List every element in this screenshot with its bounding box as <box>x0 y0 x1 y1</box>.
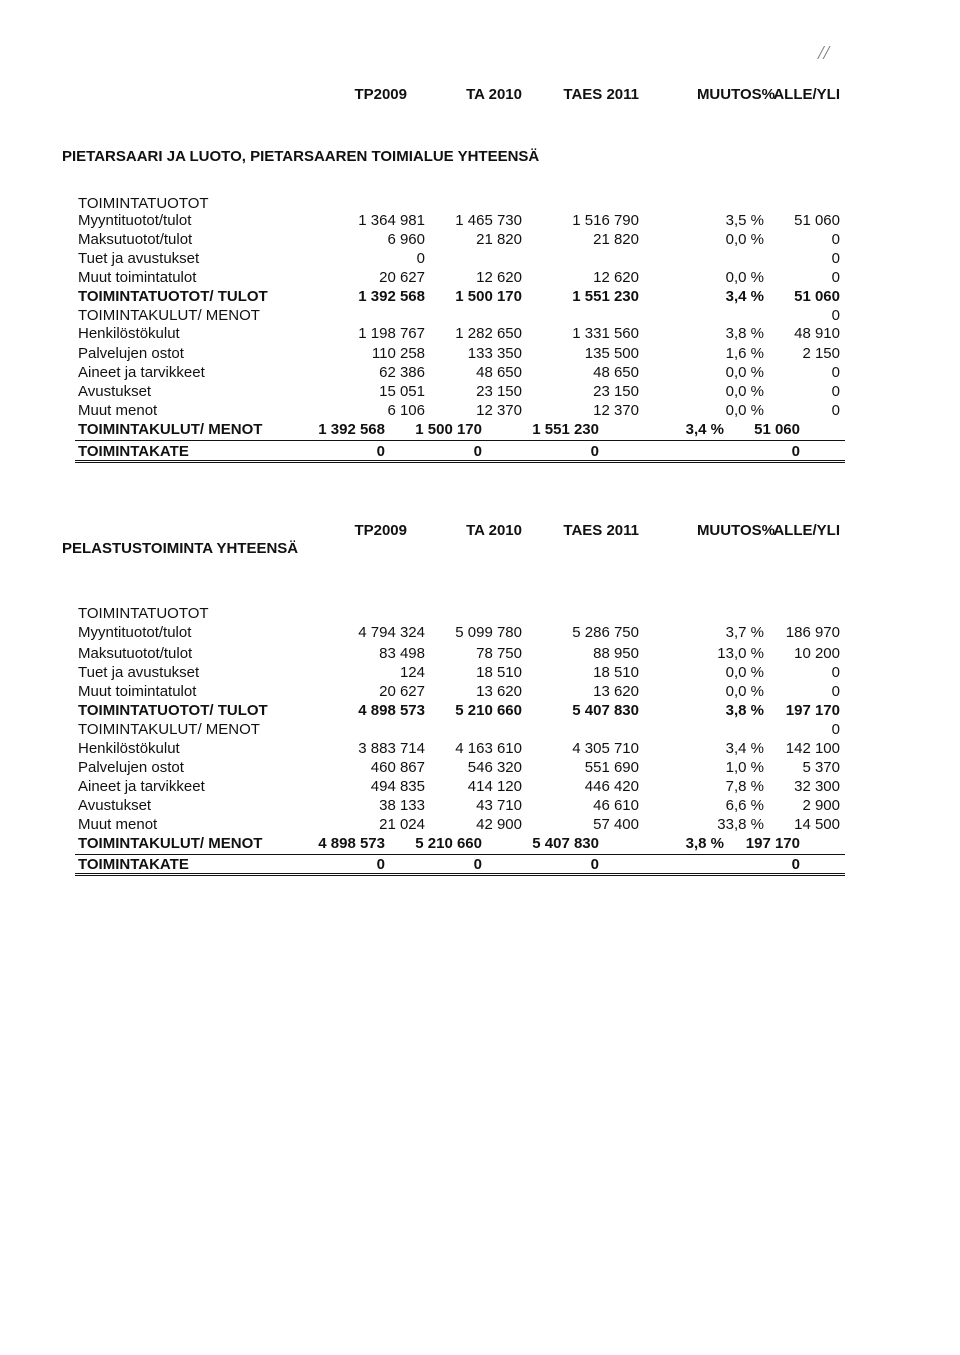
cell: 1 331 560 <box>572 325 639 342</box>
col-tp2009: TP2009 <box>354 86 407 103</box>
cell: 5 286 750 <box>572 624 639 641</box>
cell: 0 <box>831 269 840 286</box>
row-label: Palvelujen ostot <box>78 759 184 776</box>
table-row <box>0 759 960 779</box>
cell: 4 898 573 <box>358 702 425 719</box>
cell: 1,0 % <box>725 759 764 776</box>
row-label: Muut menot <box>78 402 158 419</box>
section-title: PELASTUSTOIMINTA YHTEENSÄ <box>62 540 299 557</box>
cell: 3,4 % <box>685 421 724 438</box>
cell: 33,8 % <box>717 816 764 833</box>
cell: 446 420 <box>584 778 639 795</box>
cell: 1 516 790 <box>572 212 639 229</box>
row-label: TOIMINTAKULUT/ MENOT <box>78 307 260 324</box>
row-label: TOIMINTATUOTOT <box>78 195 209 212</box>
section-title: PIETARSAARI JA LUOTO, PIETARSAAREN TOIMIALUE YHTEENSÄ <box>62 148 540 165</box>
cell: 20 627 <box>379 269 425 286</box>
cell: 1 392 568 <box>318 421 385 438</box>
cell: 0 <box>416 250 425 267</box>
cell: 1 364 981 <box>358 212 425 229</box>
table-row-result <box>75 443 845 464</box>
table-row-total <box>75 835 845 855</box>
table-row <box>0 345 960 365</box>
table-row <box>0 740 960 760</box>
cell: 1 500 170 <box>455 288 522 305</box>
row-label: TOIMINTATUOTOT/ TULOT <box>78 288 268 305</box>
cell: 4 794 324 <box>358 624 425 641</box>
table-row <box>0 624 960 644</box>
col-ta2010: TA 2010 <box>466 522 522 539</box>
cell: 0 <box>590 856 599 873</box>
cell: 5 407 830 <box>572 702 639 719</box>
cell: 0 <box>376 856 385 873</box>
cell: 0 <box>791 443 800 460</box>
table-row-total <box>0 288 960 308</box>
cell: 3,5 % <box>725 212 764 229</box>
row-label: Palvelujen ostot <box>78 345 184 362</box>
cell: 3,8 % <box>685 835 724 852</box>
table-row-total <box>0 702 960 722</box>
cell: 460 867 <box>370 759 425 776</box>
cell: 46 610 <box>593 797 639 814</box>
cell: 0 <box>831 307 840 324</box>
cell: 1 500 170 <box>415 421 482 438</box>
cell: 5 210 660 <box>455 702 522 719</box>
cell: 12 370 <box>593 402 639 419</box>
cell: 48 650 <box>593 364 639 381</box>
cell: 38 133 <box>379 797 425 814</box>
cell: 0,0 % <box>725 269 764 286</box>
cell: 0,0 % <box>725 364 764 381</box>
cell: 546 320 <box>467 759 522 776</box>
cell: 20 627 <box>379 683 425 700</box>
row-label: TOIMINTATUOTOT <box>78 605 209 622</box>
cell: 88 950 <box>593 645 639 662</box>
cell: 4 898 573 <box>318 835 385 852</box>
cell: 3,8 % <box>725 325 764 342</box>
cell: 48 650 <box>476 364 522 381</box>
table-row <box>0 231 960 251</box>
col-taes2011: TAES 2011 <box>563 86 639 103</box>
row-label: Henkilöstökulut <box>78 325 180 342</box>
cell: 51 060 <box>794 212 840 229</box>
cell: 14 500 <box>794 816 840 833</box>
cell: 1 465 730 <box>455 212 522 229</box>
cell: 1 198 767 <box>358 325 425 342</box>
table-row <box>0 250 960 270</box>
row-label: Avustukset <box>78 797 152 814</box>
table-row <box>0 325 960 345</box>
double-underline-divider <box>75 460 845 463</box>
table-row <box>0 778 960 798</box>
cell: 6 106 <box>387 402 425 419</box>
cell: 23 150 <box>593 383 639 400</box>
cell: 23 150 <box>476 383 522 400</box>
cell: 0 <box>473 443 482 460</box>
cell: 0,0 % <box>725 683 764 700</box>
table-row <box>0 364 960 384</box>
table-row <box>0 402 960 422</box>
cell: 51 060 <box>794 288 840 305</box>
cell: 0 <box>473 856 482 873</box>
cell: 3,4 % <box>725 288 764 305</box>
table-row <box>0 269 960 289</box>
cell: 15 051 <box>379 383 425 400</box>
cell: 0 <box>831 231 840 248</box>
cell: 197 170 <box>745 835 800 852</box>
row-label: TOIMINTAKATE <box>78 856 189 873</box>
row-label: Aineet ja tarvikkeet <box>78 778 205 795</box>
cell: 1 551 230 <box>572 288 639 305</box>
cell: 13,0 % <box>717 645 764 662</box>
cell: 12 620 <box>476 269 522 286</box>
cell: 1 392 568 <box>358 288 425 305</box>
cell: 57 400 <box>593 816 639 833</box>
col-tp2009: TP2009 <box>354 522 407 539</box>
row-label: TOIMINTAKATE <box>78 443 189 460</box>
cell: 0 <box>376 443 385 460</box>
cell: 0 <box>590 443 599 460</box>
cell: 42 900 <box>476 816 522 833</box>
cell: 494 835 <box>370 778 425 795</box>
table-row-total <box>75 421 845 441</box>
row-label: Avustukset <box>78 383 152 400</box>
row-label: Maksutuotot/tulot <box>78 645 193 662</box>
cell: 0,0 % <box>725 383 764 400</box>
col-alle-yli: ALLE/YLI <box>773 86 840 103</box>
cell: 0 <box>831 721 840 738</box>
cell: 43 710 <box>476 797 522 814</box>
cell: 1 282 650 <box>455 325 522 342</box>
page-mark: // <box>818 42 830 64</box>
cell: 0 <box>791 856 800 873</box>
col-alle-yli: ALLE/YLI <box>773 522 840 539</box>
cell: 5 099 780 <box>455 624 522 641</box>
row-label: Myyntituotot/tulot <box>78 624 192 641</box>
cell: 0 <box>831 402 840 419</box>
cell: 135 500 <box>584 345 639 362</box>
cell: 0 <box>831 383 840 400</box>
col-muutos: MUUTOS% <box>696 86 775 103</box>
table-row <box>0 816 960 836</box>
cell: 1,6 % <box>725 345 764 362</box>
row-label: Tuet ja avustukset <box>78 664 200 681</box>
cell: 0 <box>831 250 840 267</box>
cell: 3,7 % <box>725 624 764 641</box>
cell: 110 258 <box>371 345 425 362</box>
cell: 3,4 % <box>725 740 764 757</box>
table-row <box>0 212 960 232</box>
table-row <box>0 605 960 625</box>
cell: 7,8 % <box>725 778 764 795</box>
cell: 10 200 <box>794 645 840 662</box>
row-label: Aineet ja tarvikkeet <box>78 364 205 381</box>
cell: 4 163 610 <box>455 740 522 757</box>
cell: 21 024 <box>379 816 425 833</box>
cell: 32 300 <box>794 778 840 795</box>
cell: 13 620 <box>476 683 522 700</box>
cell: 124 <box>399 664 425 681</box>
row-label: Henkilöstökulut <box>78 740 180 757</box>
cell: 51 060 <box>754 421 800 438</box>
cell: 142 100 <box>785 740 840 757</box>
cell: 5 407 830 <box>532 835 599 852</box>
cell: 21 820 <box>593 231 639 248</box>
double-underline-divider <box>75 873 845 876</box>
underline-divider <box>75 440 845 441</box>
row-label: TOIMINTAKULUT/ MENOT <box>78 721 260 738</box>
cell: 186 970 <box>785 624 840 641</box>
table-row <box>0 664 960 684</box>
cell: 3 883 714 <box>358 740 425 757</box>
row-label: Myyntituotot/tulot <box>78 212 192 229</box>
cell: 197 170 <box>785 702 840 719</box>
col-muutos: MUUTOS% <box>696 522 775 539</box>
cell: 0,0 % <box>725 231 764 248</box>
cell: 5 370 <box>802 759 840 776</box>
row-label: TOIMINTAKULUT/ MENOT <box>78 835 263 852</box>
cell: 4 305 710 <box>572 740 639 757</box>
row-label: Tuet ja avustukset <box>78 250 200 267</box>
cell: 48 910 <box>794 325 840 342</box>
cell: 6,6 % <box>725 797 764 814</box>
cell: 0 <box>831 664 840 681</box>
table-row <box>0 721 960 741</box>
cell: 62 386 <box>379 364 425 381</box>
col-ta2010: TA 2010 <box>466 86 522 103</box>
row-label: TOIMINTATUOTOT/ TULOT <box>78 702 268 719</box>
cell: 414 120 <box>467 778 522 795</box>
row-label: TOIMINTAKULUT/ MENOT <box>78 421 263 438</box>
cell: 3,8 % <box>725 702 764 719</box>
cell: 21 820 <box>476 231 522 248</box>
col-taes2011: TAES 2011 <box>563 522 639 539</box>
cell: 0 <box>831 364 840 381</box>
cell: 18 510 <box>476 664 522 681</box>
table-row <box>0 383 960 403</box>
cell: 18 510 <box>593 664 639 681</box>
cell: 1 551 230 <box>532 421 599 438</box>
cell: 12 370 <box>476 402 522 419</box>
table-row <box>0 307 960 327</box>
cell: 133 350 <box>467 345 522 362</box>
cell: 13 620 <box>593 683 639 700</box>
table-row <box>0 645 960 665</box>
cell: 6 960 <box>387 231 425 248</box>
cell: 78 750 <box>476 645 522 662</box>
cell: 0 <box>831 683 840 700</box>
row-label: Muut menot <box>78 816 158 833</box>
row-label: Muut toimintatulot <box>78 269 197 286</box>
row-label: Muut toimintatulot <box>78 683 197 700</box>
cell: 2 900 <box>802 797 840 814</box>
cell: 83 498 <box>379 645 425 662</box>
cell: 12 620 <box>593 269 639 286</box>
cell: 0,0 % <box>725 664 764 681</box>
row-label: Maksutuotot/tulot <box>78 231 193 248</box>
cell: 0,0 % <box>725 402 764 419</box>
underline-divider <box>75 854 845 855</box>
cell: 5 210 660 <box>415 835 482 852</box>
cell: 551 690 <box>584 759 639 776</box>
table-row <box>0 797 960 817</box>
cell: 2 150 <box>802 345 840 362</box>
table-row-result <box>75 856 845 877</box>
table-row <box>0 683 960 703</box>
